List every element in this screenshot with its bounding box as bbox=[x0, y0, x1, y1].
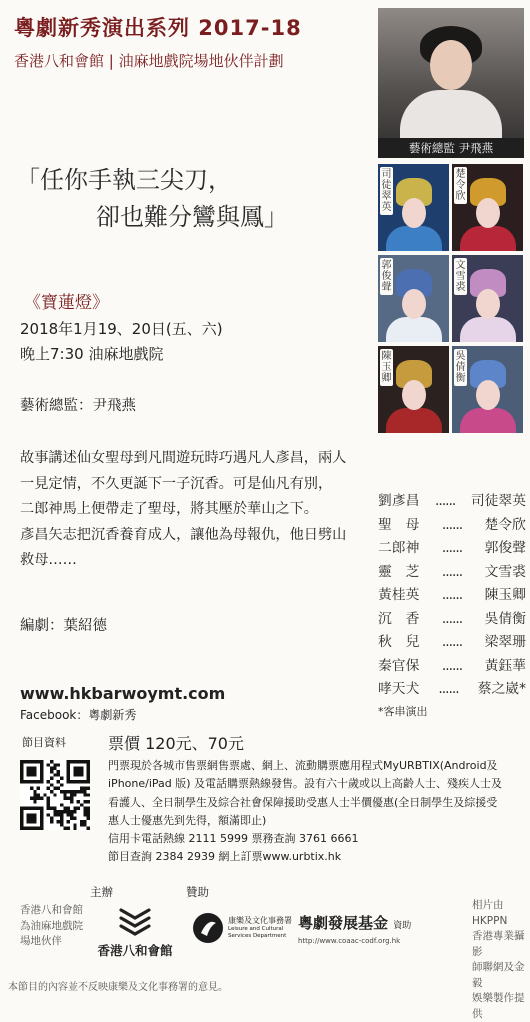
director-caption: 藝術總監 尹飛燕 bbox=[378, 138, 524, 158]
cast-dots: ...... bbox=[434, 493, 456, 509]
show-date: 2018年1月19、20日(五、六) bbox=[20, 320, 223, 338]
cast-row bbox=[378, 490, 526, 514]
cast-portrait bbox=[452, 164, 523, 251]
cast-role: 二郎神 bbox=[378, 540, 420, 556]
cast-dots: ...... bbox=[438, 681, 459, 697]
cast-actor: 楚令欣 bbox=[484, 516, 526, 533]
cast-role: 劉彥昌 bbox=[378, 493, 420, 509]
fund-name: 粵劇發展基金 bbox=[298, 914, 389, 932]
bahe-logo bbox=[92, 906, 178, 959]
cast-row bbox=[378, 608, 526, 632]
cast-actor: 司徒翠英 bbox=[470, 493, 526, 509]
portrait-label: 吳倩衡 bbox=[455, 351, 466, 384]
cast-portrait bbox=[452, 346, 523, 433]
presenter-label: 主辦 bbox=[90, 885, 113, 899]
cast-dots: ...... bbox=[441, 516, 463, 533]
cast-list bbox=[378, 490, 526, 719]
cast-portrait bbox=[378, 346, 449, 433]
story-line: 彥昌矢志把沉香養育成人，讓他為母報仇，他日劈山 bbox=[20, 526, 347, 543]
cast-dots: ...... bbox=[441, 563, 463, 580]
quote-line-1: 「任你手執三尖刀， bbox=[16, 166, 232, 194]
writer-credit: 編劇：葉紹德 bbox=[20, 618, 107, 634]
cast-actor: 梁翠珊 bbox=[484, 634, 526, 650]
cast-actor: 蔡之崴* bbox=[477, 681, 526, 697]
venue-partner-note: 香港八和會館 為油麻地戲院 場地伙伴 bbox=[20, 904, 83, 947]
cast-role: 秋 兒 bbox=[378, 634, 420, 650]
cast-row bbox=[378, 655, 526, 679]
cast-dots: ...... bbox=[441, 587, 463, 603]
cast-actor: 郭俊聲 bbox=[484, 540, 526, 556]
ticket-line: 節目查詢 2384 2939 網上訂票www.urbtix.hk bbox=[108, 850, 342, 864]
ticket-line: 惠人士優惠先到先得，額滿即止) bbox=[108, 813, 267, 827]
disclaimer: 本節目的內容並不反映康樂及文化事務署的意見。 bbox=[8, 982, 228, 993]
cast-role: 聖 母 bbox=[378, 516, 420, 533]
ticket-line: 看護人、全日制學生及綜合社會保障援助受惠人士半價優惠(全日制學生及綜援受 bbox=[108, 795, 498, 809]
lcsd-name-en: Leisure and Cultural Services Department bbox=[228, 926, 287, 939]
portrait-label: 司徒翠英 bbox=[381, 169, 392, 213]
lcsd-mark-icon bbox=[192, 912, 224, 944]
cast-row bbox=[378, 631, 526, 655]
story-line: 故事講述仙女聖母到凡間遊玩時巧遇凡人彥昌，兩人 bbox=[20, 450, 347, 466]
series-title: 粵劇新秀演出系列 2017-18 bbox=[14, 16, 302, 40]
ticket-line: iPhone/iPad 版) 及電話購票熱線發售。設有六十歲或以上高齡人士、殘疾人士及 bbox=[108, 777, 503, 791]
cast-row bbox=[378, 537, 526, 561]
show-title: 《寶蓮燈》 bbox=[24, 293, 109, 313]
portrait-label: 楚令欣 bbox=[455, 169, 466, 202]
story-line: 二郎神馬上便帶走了聖母，將其壓於華山之下。 bbox=[20, 501, 318, 518]
cast-note: *客串演出 bbox=[378, 704, 428, 718]
sponsor-label: 贊助 bbox=[186, 885, 209, 899]
series-subtitle: 香港八和會館 | 油麻地戲院場地伙伴計劃 bbox=[14, 52, 284, 70]
facebook-link[interactable]: Facebook：粵劇新秀 bbox=[20, 708, 137, 722]
program-info-label: 節目資料 bbox=[22, 736, 66, 749]
cast-row bbox=[378, 561, 526, 585]
ticket-price: 票價 120元、70元 bbox=[108, 734, 244, 753]
cast-dots: ...... bbox=[441, 657, 463, 674]
cast-actor: 文雪裘 bbox=[484, 563, 526, 580]
cast-dots: ...... bbox=[441, 634, 463, 650]
fund-url: http://www.coaac-codf.org.hk bbox=[298, 937, 401, 945]
artistic-director: 藝術總監：尹飛燕 bbox=[20, 398, 136, 414]
cast-row bbox=[378, 678, 526, 702]
cast-role: 黃桂英 bbox=[378, 587, 420, 603]
cast-actor: 陳玉卿 bbox=[484, 587, 526, 603]
portrait-label: 陳玉卿 bbox=[381, 351, 392, 384]
cast-role: 靈 芝 bbox=[378, 563, 420, 580]
story-line: 救母…… bbox=[20, 552, 77, 569]
fund-suffix: 資助 bbox=[393, 921, 412, 931]
ticket-line: 門票現於各城市售票網售票處、網上、流動購票應用程式MyURBTIX(Android及 bbox=[108, 759, 498, 772]
cast-portrait bbox=[378, 164, 449, 251]
cast-dots: ...... bbox=[441, 610, 463, 627]
qr-code[interactable] bbox=[20, 760, 90, 830]
cast-row bbox=[378, 584, 526, 608]
portrait-label: 文雪裘 bbox=[455, 260, 466, 293]
ticket-info bbox=[108, 757, 526, 867]
photo-credit: 相片由HKPPN 香港專業攝影 師聯網及金毅 娛樂製作提供 bbox=[472, 899, 525, 1020]
director-face bbox=[430, 40, 472, 90]
story-synopsis bbox=[20, 446, 362, 574]
portrait-label: 郭俊聲 bbox=[381, 260, 392, 293]
cast-actor: 黃鈺華 bbox=[484, 657, 526, 674]
quote-line-2: 卻也難分鸞與鳳」 bbox=[96, 203, 288, 231]
cast-role: 秦官保 bbox=[378, 657, 420, 674]
cast-role: 沉 香 bbox=[378, 610, 420, 627]
bahe-mark-icon bbox=[115, 906, 155, 938]
show-time-venue: 晚上7:30 油麻地戲院 bbox=[20, 345, 164, 363]
lcsd-name-zh: 康樂及文化事務署 bbox=[228, 916, 292, 925]
cast-row bbox=[378, 514, 526, 538]
story-line: 一見定情，不久更誕下一子沉香。可是仙凡有別， bbox=[20, 475, 333, 492]
bahe-name: 香港八和會館 bbox=[97, 943, 173, 958]
cast-portrait bbox=[452, 255, 523, 342]
cast-dots: ...... bbox=[441, 540, 463, 556]
ticket-line: 信用卡電話熱線 2111 5999 票務查詢 3761 6661 bbox=[108, 832, 359, 846]
cast-role: 哮天犬 bbox=[378, 681, 420, 697]
cast-portrait bbox=[378, 255, 449, 342]
cast-actor: 吳倩衡 bbox=[484, 610, 526, 627]
director-photo bbox=[378, 8, 524, 158]
website-link[interactable]: www.hkbarwoymt.com bbox=[20, 684, 226, 703]
fund-logo bbox=[298, 912, 458, 945]
